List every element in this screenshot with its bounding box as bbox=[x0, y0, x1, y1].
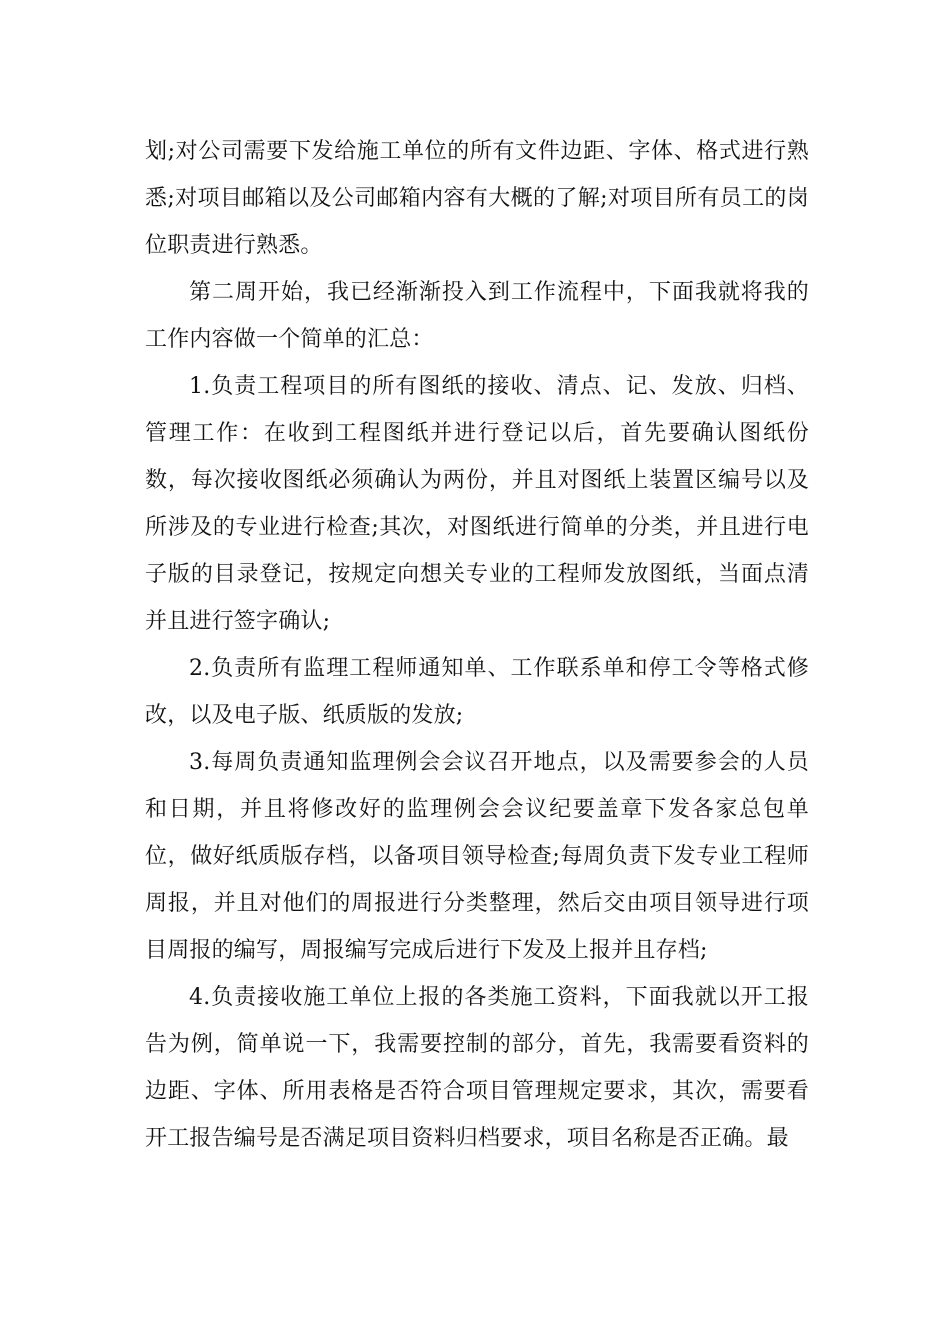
paragraph-item-1-drawings: 1.负责工程项目的所有图纸的接收、清点、记、发放、归档、管理工作：在收到工程图纸并进行登记以后，首先要确认图纸份数，每次接收图纸必须确认为两份，并且对图纸上装置区编号以及所涉及的专业进行检查;其次，对图纸进行简单的分类，并且进行电子版的目录登记，按规定向想关专业的工程师发放图纸，当面点清并且进行签字确认; bbox=[145, 374, 809, 634]
paragraph-item-4-construction-data: 4.负责接收施工单位上报的各类施工资料，下面我就以开工报告为例，简单说一下，我需要控制的部分，首先，我需要看资料的边距、字体、所用表格是否符合项目管理规定要求，其次，需要看开工报告编号是否满足项目资料归档要求，项目名称是否正确。最 bbox=[145, 985, 809, 1151]
paragraph-continuation: 划;对公司需要下发给施工单位的所有文件边距、字体、格式进行熟悉;对项目邮箱以及公司邮箱内容有大概的了解;对项目所有员工的岗位职责进行熟悉。 bbox=[145, 139, 809, 258]
paragraph-item-3-meetings: 3.每周负责通知监理例会会议召开地点，以及需要参会的人员和日期，并且将修改好的监理例会会议纪要盖章下发各家总包单位，做好纸质版存档，以备项目领导检查;每周负责下发专业工程师周报，并且对他们的周报进行分类整理，然后交由项目领导进行项目周报的编写，周报编写完成后进行下发及上报并且存档; bbox=[145, 750, 809, 963]
paragraph-week-two-intro: 第二周开始，我已经渐渐投入到工作流程中，下面我就将我的工作内容做一个简单的汇总： bbox=[145, 280, 809, 352]
document-body bbox=[145, 128, 809, 1162]
paragraph-item-2-notices: 2.负责所有监理工程师通知单、工作联系单和停工令等格式修改，以及电子版、纸质版的发放; bbox=[145, 656, 809, 728]
